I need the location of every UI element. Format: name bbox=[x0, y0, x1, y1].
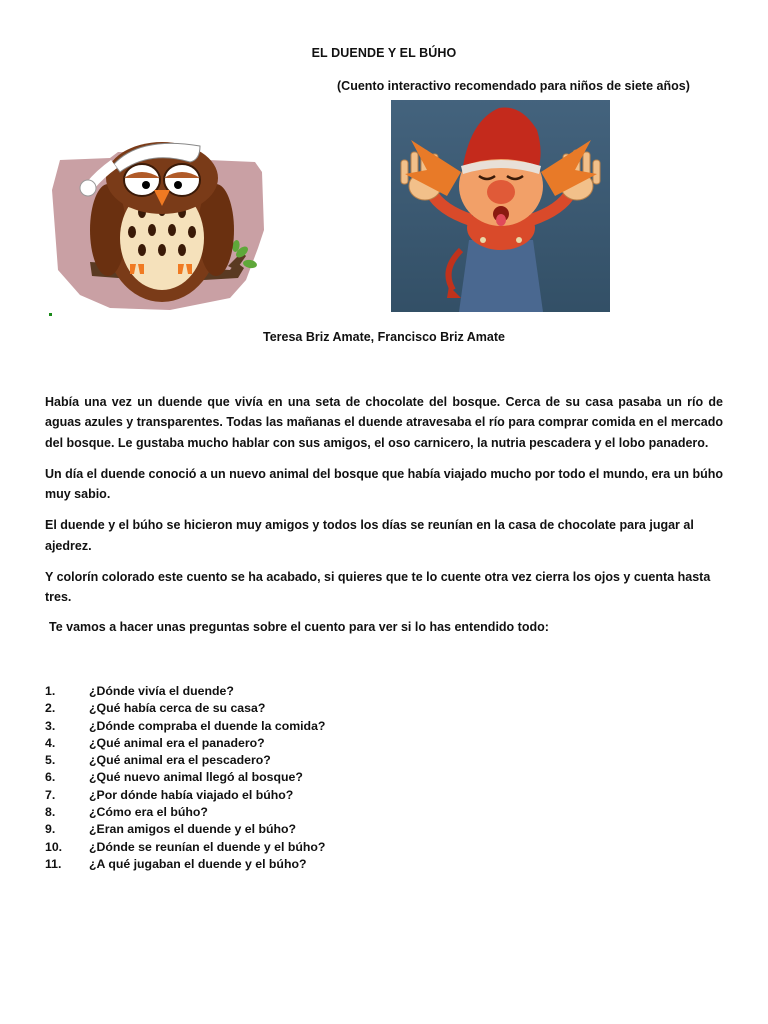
question-number: 8. bbox=[45, 805, 56, 820]
list-item bbox=[45, 719, 545, 736]
list-item bbox=[45, 770, 545, 787]
list-item bbox=[45, 805, 545, 822]
story-paragraph: Había una vez un duende que vivía en una seta de chocolate del bosque. Cerca de su casa pasaba un río de aguas azules y transparentes. Todas las mañanas el duende atravesaba el río para comprar comida en el mercado del bosque. Le gustaba mucho hablar con sus amigos, el oso carnicero, la nutria pescadera y el lobo panadero. bbox=[45, 395, 723, 450]
elf-illustration bbox=[391, 100, 610, 312]
document-subtitle: (Cuento interactivo recomendado para niños de siete años) bbox=[337, 79, 690, 93]
question-text: ¿Por dónde había viajado el búho? bbox=[89, 787, 294, 802]
story-paragraph: Un día el duende conoció a un nuevo animal del bosque que había viajado mucho por todo el mundo, era un búho muy sabio. bbox=[45, 466, 723, 502]
question-number: 9. bbox=[45, 822, 56, 837]
question-number: 3. bbox=[45, 718, 56, 733]
question-text: ¿Qué animal era el pescadero? bbox=[89, 753, 271, 768]
question-text: ¿Qué animal era el panadero? bbox=[89, 735, 265, 750]
owl-illustration bbox=[50, 130, 270, 320]
question-text: ¿Qué nuevo animal llegó al bosque? bbox=[89, 770, 303, 785]
question-text: ¿Dónde vivía el duende? bbox=[89, 684, 234, 698]
story-paragraph: El duende y el búho se hicieron muy amigos y todos los días se reunían en la casa de chocolate para jugar al ajedrez. bbox=[45, 518, 694, 553]
list-item bbox=[45, 753, 545, 770]
question-number: 6. bbox=[45, 770, 56, 785]
authors-line: Teresa Briz Amate, Francisco Briz Amate bbox=[263, 330, 505, 344]
list-item bbox=[45, 822, 545, 839]
question-number: 2. bbox=[45, 701, 56, 716]
question-number: 11. bbox=[45, 856, 62, 871]
document-title: EL DUENDE Y EL BÚHO bbox=[311, 46, 457, 60]
question-number: 1. bbox=[45, 684, 56, 698]
question-number: 4. bbox=[45, 735, 56, 750]
question-number: 10. bbox=[45, 839, 63, 854]
questions-prompt: Te vamos a hacer unas preguntas sobre el cuento para ver si lo has entendido todo: bbox=[49, 620, 549, 634]
list-item bbox=[45, 736, 545, 753]
story-paragraph: Y colorín colorado este cuento se ha acabado, si quieres que te lo cuente otra vez cierra los ojos y cuenta hasta tres. bbox=[45, 570, 711, 605]
story-text bbox=[45, 392, 723, 619]
question-text: ¿Dónde se reunían el duende y el búho? bbox=[89, 839, 326, 854]
question-number: 5. bbox=[45, 753, 56, 768]
list-item bbox=[45, 788, 545, 805]
list-item bbox=[45, 684, 545, 701]
question-text: ¿Cómo era el búho? bbox=[89, 805, 208, 820]
list-item bbox=[45, 857, 545, 874]
list-item bbox=[45, 840, 545, 857]
list-item bbox=[45, 701, 545, 718]
question-text: ¿A qué jugaban el duende y el búho? bbox=[89, 856, 307, 871]
question-text: ¿Qué había cerca de su casa? bbox=[89, 701, 266, 716]
question-number: 7. bbox=[45, 787, 56, 802]
question-text: ¿Dónde compraba el duende la comida? bbox=[89, 718, 326, 733]
question-text: ¿Eran amigos el duende y el búho? bbox=[89, 822, 297, 837]
questions-list bbox=[45, 684, 545, 874]
green-dot-mark bbox=[49, 313, 52, 316]
